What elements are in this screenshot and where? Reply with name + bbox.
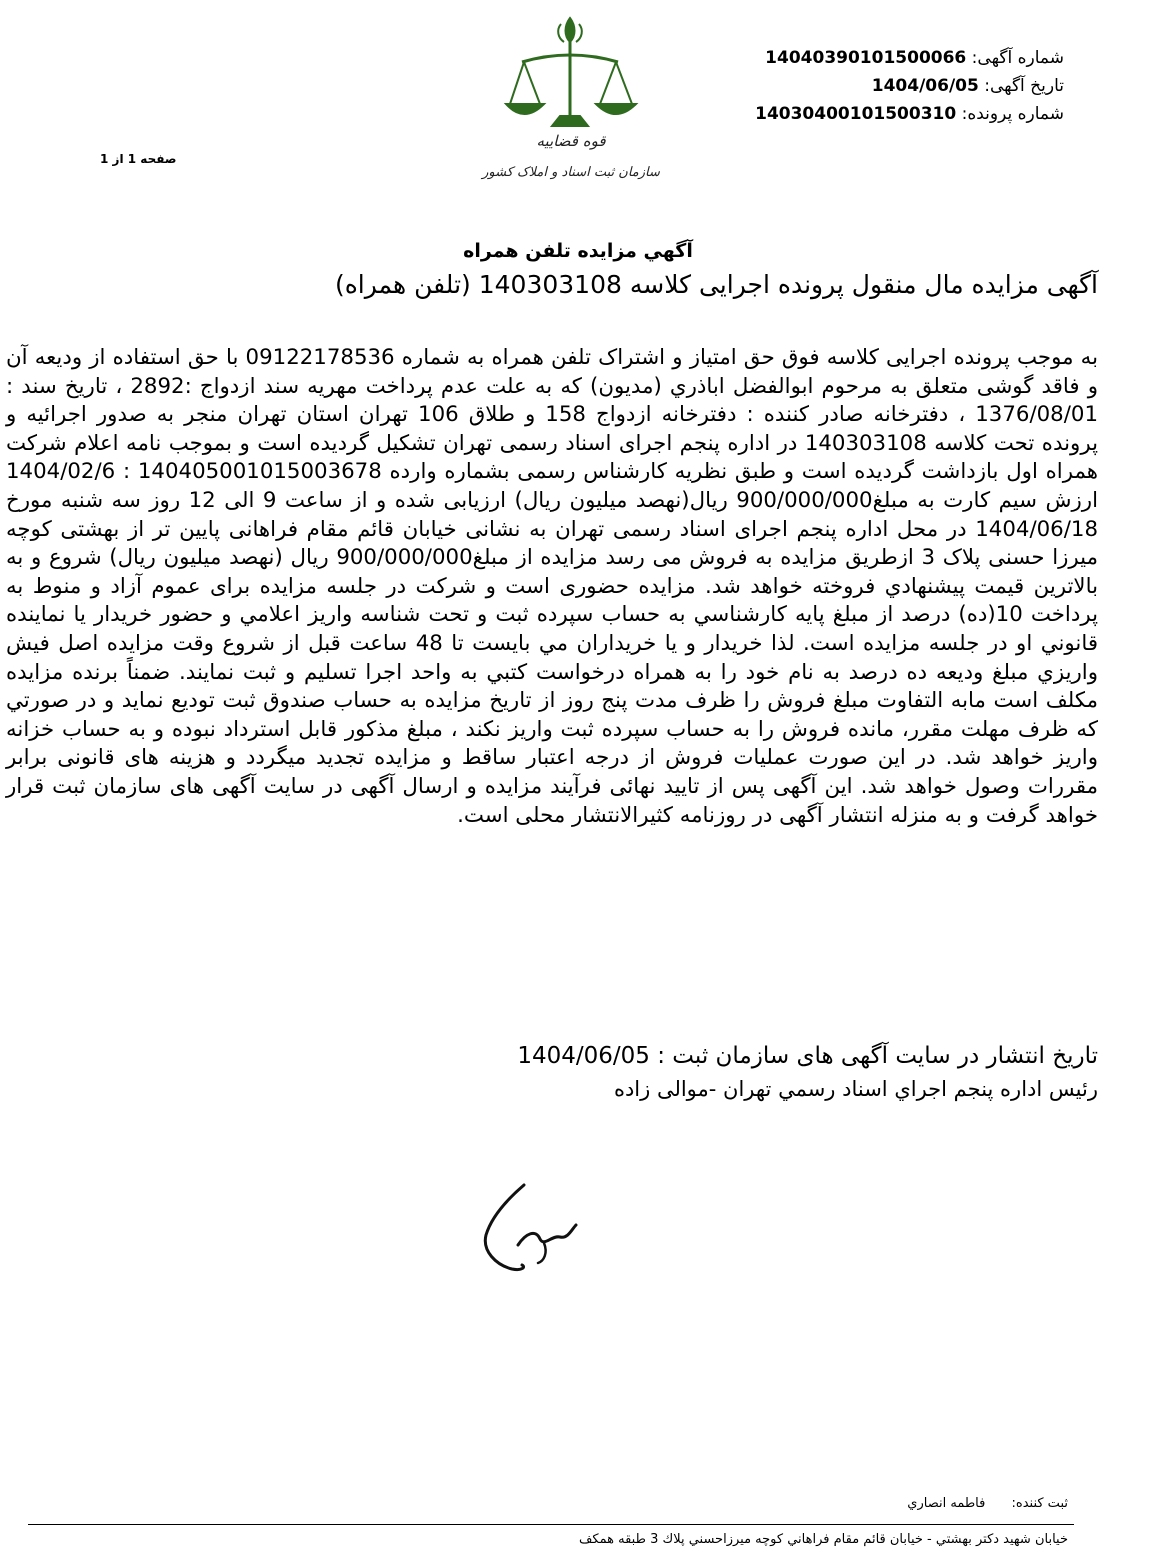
publication-date: تاریخ انتشار در سایت آگهی های سازمان ثبت : 1404/06/05: [517, 1043, 1098, 1069]
file-number-label: شماره پرونده:: [961, 104, 1064, 124]
registrar: [907, 1496, 1068, 1511]
signature-image: [426, 1155, 606, 1315]
registrar-label: ثبت کننده:: [1011, 1496, 1068, 1511]
signatory: رئيس اداره پنجم اجراي اسناد رسمي تهران -موالی زاده: [613, 1077, 1098, 1101]
notice-meta: [664, 44, 1064, 128]
emblem-text-2: سازمان ثبت اسناد و املاک کشور: [482, 165, 660, 180]
notice-date-label: تاریخ آگهی:: [984, 76, 1064, 96]
notice-date: 1404/06/05: [871, 76, 979, 96]
registrar-name: فاطمه انصاري: [907, 1496, 986, 1511]
footer-divider: [28, 1524, 1074, 1525]
notice-number-row: [664, 44, 1064, 72]
page-info: صفحه 1 از 1: [100, 152, 177, 166]
emblem-text-1: قوه قضاییه: [536, 132, 606, 150]
office-address: خيابان شهيد دكتر بهشتي - خيابان قائم مقام فراهاني كوچه ميرزاحسني پلاك 3 طبقه همكف: [578, 1532, 1068, 1547]
notice-date-row: [664, 72, 1064, 100]
notice-title: آگهي مزايده تلفن همراه: [463, 240, 693, 262]
notice-number-label: شماره آگهی:: [971, 48, 1064, 68]
notice-subtitle: آگهی مزایده مال منقول پرونده اجرایی کلاسه 140303108 (تلفن همراه): [334, 270, 1098, 299]
notice-body: به موجب پرونده اجرایی کلاسه فوق حق امتیاز و اشتراک تلفن همراه به شماره 09122178536 با حق استفاده از ودیعه آن و فاقد گوشی متعلق به مرحوم ابوالفضل اباذري (مدیون) که به علت عدم پرداخت مهریه سند ازدواج :2892 ، تاریخ سند : 1376/08/01 ، دفترخانه صادر کننده : دفترخانه ازدواج 158 و طلاق 106 تهران استان تهران منجر به صدور اجرائیه و پرونده تحت کلاسه 140303108 در اداره پنجم اجرای اسناد رسمی تهران تشکیل گردیده است و بموجب نامه اعلام شرکت همراه اول بازداشت گردیده است و طبق نظریه کارشناس رسمی بشماره وارده 140405001015003678 : 1404/02/6 ارزش سیم کارت به مبلغ900/000/000 ریال(نهصد میلیون ریال) ارزیابی شده و از ساعت 9 الی 12 روز سه شنبه مورخ 1404/06/18 در محل اداره پنجم اجرای اسناد رسمی تهران به نشانی خیابان قائم مقام فراهانی پایین تر از بهشتی کوچه میرزا حسنی پلاک 3 ازطریق مزایده به فروش می رسد مزایده از مبلغ900/000/000 ریال (نهصد میلیون ریال) شروع و به بالاترين قيمت پيشنهادي فروخته خواهد شد. مزایده حضوری است و شرکت در جلسه مزایده برای عموم آزاد و منوط به پرداخت 10(ده) درصد از مبلغ پايه كارشناسي به حساب سپرده ثبت و تحت شناسه واريز اعلامي و حضور خريدار يا نماينده قانوني او در جلسه مزايده است. لذا خريدار و يا خريداران مي بايست تا 48 ساعت قبل از شروع وقت مزايده اصل فيش واريزي مبلغ وديعه ده درصد به نام خود را به همراه درخواست كتبي به واحد اجرا تسليم و ثبت نمايند. ضمناً برنده مزايده مكلف است مابه التفاوت مبلغ فروش را ظرف مدت پنج روز از تاریخ مزایده به حساب صندوق ثبت توديع نمايد و در صورتي كه ظرف مهلت مقرر، مانده فروش را به حساب سپرده ثبت واريز نكند ، مبلغ مذكور قابل استرداد نبوده و به حساب خزانه واريز خواهد شد. در این صورت عملیات فروش از درجه اعتبار ساقط و مزایده تجدید میگردد و هزینه های قانونی برابر مقررات وصول خواهد شد. این آگهی پس از تایید نهائی فرآیند مزایده و ارسال آگهی در سایت آگهی های سازمان ثبت قرار خواهد گرفت و به منزله انتشار آگهی در روزنامه کثیرالانتشار محلی است.: [6, 345, 1099, 828]
notice-number: 14040390101500066: [765, 48, 967, 68]
judiciary-emblem: [466, 8, 676, 198]
file-number-row: [664, 100, 1064, 128]
file-number: 14030400101500310: [755, 104, 957, 124]
